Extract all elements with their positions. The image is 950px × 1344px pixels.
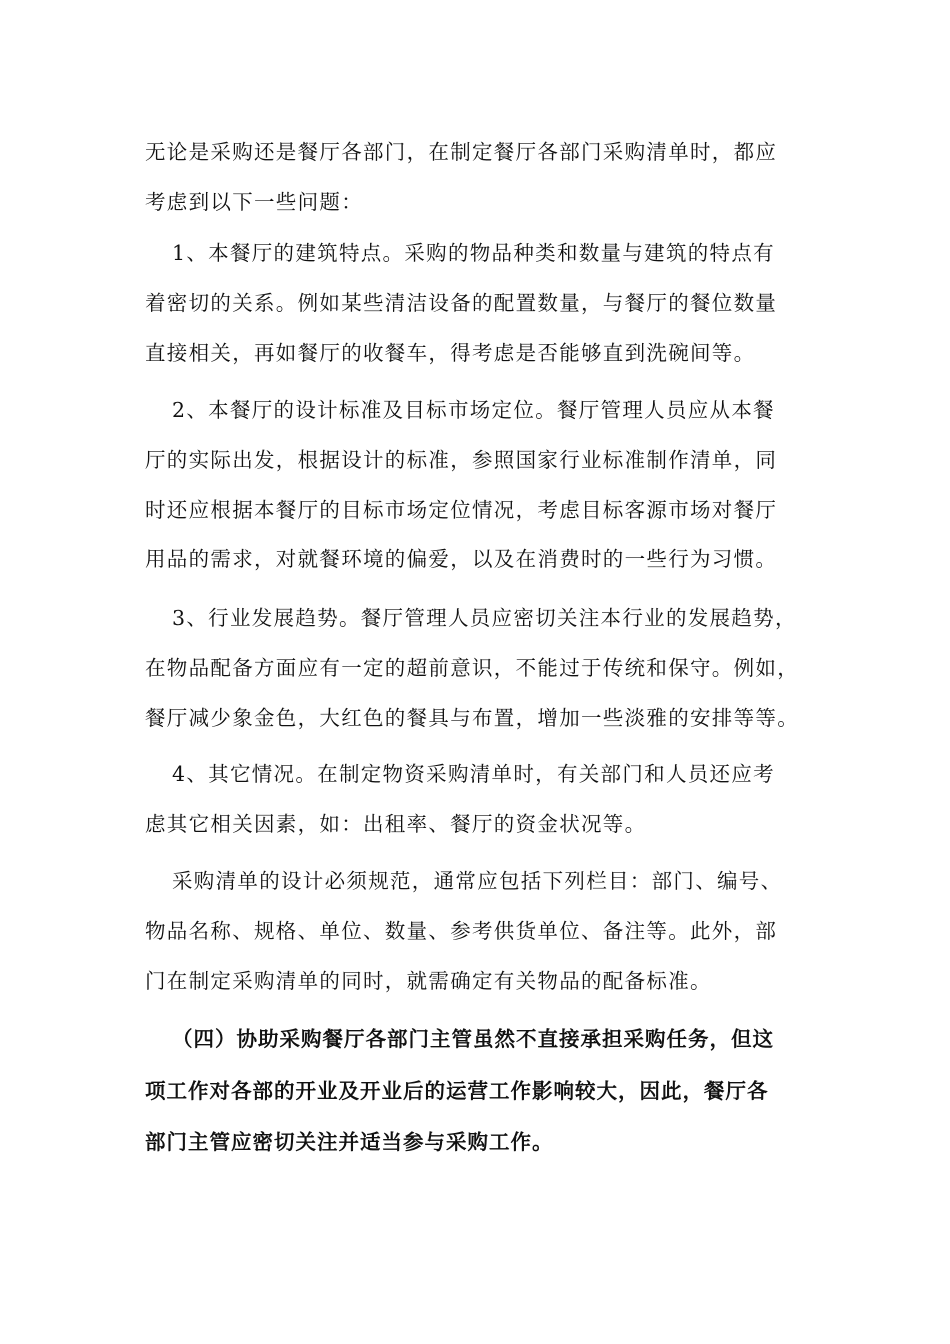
section-four-line-2: 项工作对各部的开业及开业后的运营工作影响较大，因此，餐厅各 (145, 1079, 769, 1103)
item-1-line-2: 着密切的关系。例如某些清洁设备的配置数量，与餐厅的餐位数量 (145, 291, 778, 315)
item-2-line-2: 厅的实际出发，根据设计的标准，参照国家行业标准制作清单，同 (145, 448, 778, 472)
item-2-line-3: 时还应根据本餐厅的目标市场定位情况，考虑目标客源市场对餐厅 (145, 498, 778, 522)
item-2-line-4: 用品的需求，对就餐环境的偏爱，以及在消费时的一些行为习惯。 (145, 547, 778, 571)
item-1-line-1: 1、本餐厅的建筑特点。采购的物品种类和数量与建筑的特点有 (172, 241, 775, 265)
item-2-line-1: 2、本餐厅的设计标准及目标市场定位。餐厅管理人员应从本餐 (172, 398, 775, 422)
item-3-line-2: 在物品配备方面应有一定的超前意识，不能过于传统和保守。例如， (145, 656, 799, 680)
design-line-1: 采购清单的设计必须规范，通常应包括下列栏目：部门、编号、 (172, 869, 783, 893)
section-four-line-1: （四）协助采购餐厅各部门主管虽然不直接承担采购任务，但这 (172, 1027, 774, 1051)
intro-line-2: 考虑到以下一些问题： (145, 190, 363, 214)
item-4-line-1: 4、其它情况。在制定物资采购清单时，有关部门和人员还应考 (172, 762, 775, 786)
design-line-3: 门在制定采购清单的同时，就需确定有关物品的配备标准。 (145, 969, 712, 993)
section-four-line-3: 部门主管应密切关注并适当参与采购工作。 (145, 1130, 554, 1154)
item-3-line-3: 餐厅减少象金色，大红色的餐具与布置，增加一些淡雅的安排等等。 (145, 706, 799, 730)
item-1-line-3: 直接相关，再如餐厅的收餐车，得考虑是否能够直到洗碗间等。 (145, 341, 756, 365)
intro-line-1: 无论是采购还是餐厅各部门，在制定餐厅各部门采购清单时，都应 (145, 140, 778, 164)
item-4-line-2: 虑其它相关因素，如：出租率、餐厅的资金状况等。 (145, 812, 647, 836)
design-line-2: 物品名称、规格、单位、数量、参考供货单位、备注等。此外，部 (145, 919, 778, 943)
item-3-line-1: 3、行业发展趋势。餐厅管理人员应密切关注本行业的发展趋势， (172, 606, 797, 630)
